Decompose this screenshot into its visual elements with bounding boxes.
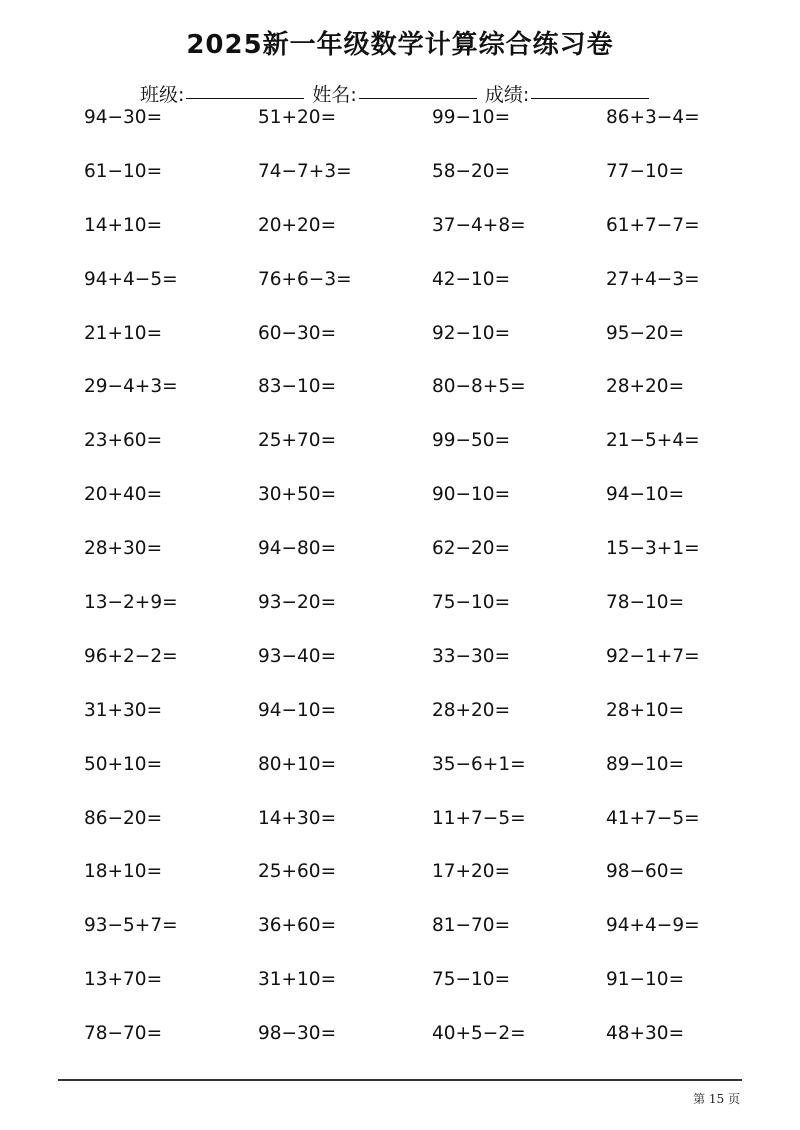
problem-item: 94−10= [606,484,685,506]
problem-item: 42−10= [432,268,511,290]
problem-item: 25+70= [258,430,337,452]
problem-item: 78−70= [84,1023,163,1045]
problem-item: 61+7−7= [606,214,700,236]
problem-item: 11+7−5= [432,807,526,829]
problem-item: 35−6+1= [432,753,526,775]
problem-item: 89−10= [606,753,685,775]
problem-item: 94−10= [258,699,337,721]
problem-item: 28+20= [432,699,511,721]
problem-item: 15−3+1= [606,538,700,560]
problem-item: 60−30= [258,322,337,344]
problem-item: 83−10= [258,376,337,398]
problem-item: 81−70= [432,915,511,937]
problem-item: 90−10= [432,484,511,506]
problem-item: 99−50= [432,430,511,452]
name-blank[interactable] [359,97,477,99]
problem-item: 41+7−5= [606,807,700,829]
problem-item: 36+60= [258,915,337,937]
problem-item: 96+2−2= [84,645,178,667]
problem-item: 20+40= [84,484,163,506]
problem-item: 93−40= [258,645,337,667]
problem-item: 94+4−5= [84,268,178,290]
problem-item: 95−20= [606,322,685,344]
problem-item: 28+20= [606,376,685,398]
score-blank[interactable] [531,97,649,99]
problem-item: 77−10= [606,160,685,182]
problem-item: 18+10= [84,861,163,883]
worksheet-title: 2025新一年级数学计算综合练习卷 [186,30,614,60]
problem-item: 94+4−9= [606,915,700,937]
problem-item: 25+60= [258,861,337,883]
problem-item: 17+20= [432,861,511,883]
class-field [140,80,304,107]
problem-item: 13+70= [84,969,163,991]
problem-item: 76+6−3= [258,268,352,290]
problem-item: 61−10= [84,160,163,182]
problem-item: 94−80= [258,538,337,560]
problem-item: 80+10= [258,753,337,775]
problem-item: 78−10= [606,592,685,614]
class-label: 班级: [140,84,185,106]
page-number: 第 15 页 [693,1092,740,1106]
problem-item: 48+30= [606,1023,685,1045]
problem-grid [84,107,784,1077]
problem-item: 51+20= [258,107,337,128]
problem-item: 21+10= [84,322,163,344]
problem-item: 92−10= [432,322,511,344]
problem-item: 80−8+5= [432,376,526,398]
problem-item: 23+60= [84,430,163,452]
problem-item: 98−30= [258,1023,337,1045]
footer-rule [58,1079,742,1081]
problem-item: 94−30= [84,107,163,128]
problem-item: 99−10= [432,107,511,128]
problem-item: 31+10= [258,969,337,991]
problem-item: 27+4−3= [606,268,700,290]
problem-item: 31+30= [84,699,163,721]
problem-item: 30+50= [258,484,337,506]
problem-item: 28+10= [606,699,685,721]
score-label: 成绩: [484,84,530,106]
problem-item: 50+10= [84,753,163,775]
score-field [485,80,649,107]
problem-item: 58−20= [432,160,511,182]
problem-item: 13−2+9= [84,592,178,614]
problem-item: 92−1+7= [606,645,700,667]
problem-item: 86−20= [84,807,163,829]
problem-item: 91−10= [606,969,685,991]
student-info-line [140,80,680,107]
problem-item: 40+5−2= [432,1023,526,1045]
problem-item: 75−10= [432,592,511,614]
problem-item: 14+10= [84,214,163,236]
problem-item: 20+20= [258,214,337,236]
problem-item: 98−60= [606,861,685,883]
problem-item: 62−20= [432,538,511,560]
problem-item: 14+30= [258,807,337,829]
problem-item: 28+30= [84,538,163,560]
problem-item: 37−4+8= [432,214,526,236]
problem-item: 86+3−4= [606,107,700,128]
problem-item: 93−5+7= [84,915,178,937]
problem-item: 21−5+4= [606,430,700,452]
problem-item: 74−7+3= [258,160,352,182]
name-label: 姓名: [312,84,357,106]
problem-item: 33−30= [432,645,511,667]
problem-item: 93−20= [258,592,337,614]
class-blank[interactable] [186,97,304,99]
problem-item: 29−4+3= [84,376,178,398]
problem-item: 75−10= [432,969,511,991]
name-field [312,80,476,107]
